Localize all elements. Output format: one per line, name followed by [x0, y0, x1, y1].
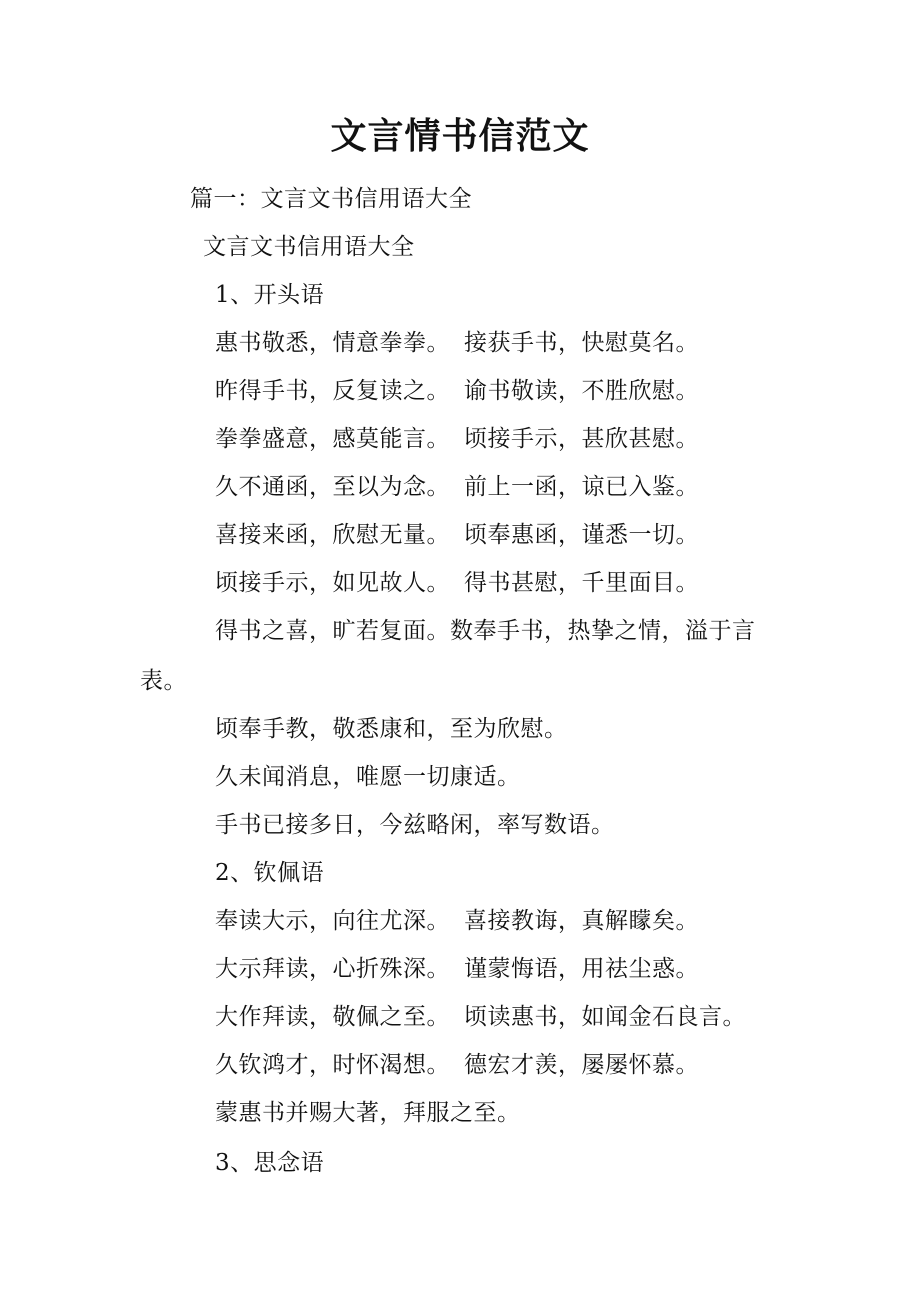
phrase: 顷接手示，甚欣甚慰。	[464, 426, 699, 452]
section-subtitle: 文言文书信用语大全	[203, 234, 415, 260]
phrase: 大作拜读，敬佩之至。	[215, 1004, 450, 1030]
paragraph-line	[215, 1002, 746, 1032]
paragraph-line	[215, 520, 699, 550]
phrase: 昨得手书，反复读之。	[215, 378, 450, 404]
phrase: 谨蒙悔语，用祛尘惑。	[464, 956, 699, 982]
document-title: 文言情书信范文	[330, 115, 590, 157]
paragraph-line	[215, 954, 699, 984]
phrase: 前上一函，谅已入鉴。	[464, 474, 699, 500]
paragraph-line	[215, 376, 699, 406]
chapter-heading: 篇一：文言文书信用语大全	[190, 186, 472, 212]
phrase: 喜接教诲，真解矇矣。	[464, 908, 699, 934]
phrase: 奉读大示，向往尤深。	[215, 908, 450, 934]
paragraph-line: 久未闻消息，唯愿一切康适。	[215, 764, 521, 790]
phrase: 大示拜读，心折殊深。	[215, 956, 450, 982]
phrase: 接获手书，快慰莫名。	[464, 330, 699, 356]
paragraph-line	[215, 424, 699, 454]
phrase: 拳拳盛意，感莫能言。	[215, 426, 450, 452]
paragraph-line	[215, 568, 699, 598]
phrase: 得书甚慰，千里面目。	[464, 570, 699, 596]
phrase: 顷接手示，如见故人。	[215, 570, 450, 596]
paragraph-line: 手书已接多日，今兹略闲，率写数语。	[215, 812, 615, 838]
paragraph-line	[215, 1050, 699, 1080]
section-heading-admiration: 2、钦佩语	[215, 860, 325, 886]
paragraph-line	[215, 472, 699, 502]
section-heading-longing: 3、思念语	[215, 1150, 325, 1176]
paragraph-line: 蒙惠书并赐大著，拜服之至。	[215, 1100, 521, 1126]
phrase: 谕书敬读，不胜欣慰。	[464, 378, 699, 404]
paragraph-line-long: 得书之喜，旷若复面。数奉手书，热挚之情，溢于言	[215, 618, 756, 644]
phrase: 顷奉惠函，谨悉一切。	[464, 522, 699, 548]
phrase: 喜接来函，欣慰无量。	[215, 522, 450, 548]
paragraph-line-wrap: 表。	[140, 668, 187, 694]
phrase: 顷读惠书，如闻金石良言。	[464, 1004, 746, 1030]
phrase: 久不通函，至以为念。	[215, 474, 450, 500]
paragraph-line	[215, 328, 699, 358]
phrase: 久钦鸿才，时怀渴想。	[215, 1052, 450, 1078]
section-heading-opening: 1、开头语	[215, 282, 325, 308]
paragraph-line	[215, 906, 699, 936]
phrase: 惠书敬悉，情意拳拳。	[215, 330, 450, 356]
phrase: 德宏才羡，屡屡怀慕。	[464, 1052, 699, 1078]
paragraph-line: 顷奉手教，敬悉康和，至为欣慰。	[215, 716, 568, 742]
